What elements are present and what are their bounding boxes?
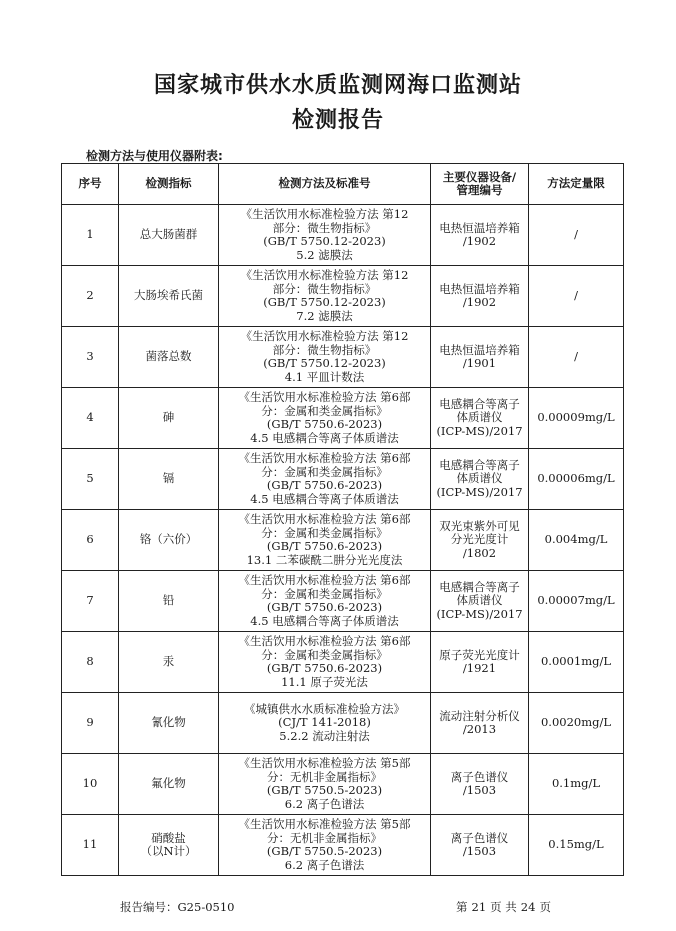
cell-instrument-line: 电感耦合等离子 [439,396,520,411]
cell-limit: 0.1mg/L [529,754,624,815]
cell-limit: 0.0001mg/L [529,632,624,693]
report-number: 报告编号：G25-0510 [120,900,235,914]
cell-method-line: 11.1 原子荧光法 [281,674,368,689]
cell-instrument-line: 双光束紫外可见 [439,518,520,533]
table-caption: 检测方法与使用仪器附表: [86,149,223,163]
cell-instrument [431,693,529,754]
table-header-row [62,164,624,205]
cell-method-line: 《生活饮用水标准检验方法 第5部 [238,817,411,831]
cell-limit: / [529,327,624,388]
cell-method-line: (CJ/T 141-2018) [278,715,371,730]
cell-instrument-line: 电热恒温培养箱 [439,220,520,235]
table-row [62,693,624,754]
cell-method-line: 分：无机非金属指标》 [267,830,382,845]
cell-no: 10 [62,754,119,815]
cell-indicator-line: 总大肠菌群 [139,227,198,242]
cell-method [219,266,431,327]
cell-method-line: (GB/T 5750.6-2023) [266,417,383,431]
cell-no: 9 [62,693,119,754]
cell-method-line: (GB/T 5750.5-2023) [266,783,383,797]
cell-no: 5 [62,449,119,510]
cell-instrument-line: /1802 [462,545,497,560]
cell-method-line: 部分：微生物指标》 [272,281,377,296]
cell-instrument-line: /1921 [462,661,497,675]
cell-instrument-line: (ICP-MS)/2017 [436,606,523,621]
cell-method-line: (GB/T 5750.6-2023) [266,478,383,492]
cell-method-line: 部分：微生物指标》 [272,220,377,235]
table-body [62,205,624,876]
cell-instrument [431,388,529,449]
cell-no: 11 [62,815,119,876]
cell-method [219,327,431,388]
col-header-limit: 方法定量限 [529,164,624,205]
cell-instrument-line: 流动注射分析仪 [439,708,520,723]
cell-instrument [431,632,529,693]
table-row [62,632,624,693]
cell-method-line: (GB/T 5750.6-2023) [266,539,383,553]
cell-instrument-line: 体质谱仪 [456,410,503,425]
cell-method-line: 《城镇供水水质标准检验方法》 [244,701,405,716]
cell-indicator [119,388,219,449]
cell-limit: 0.15mg/L [529,815,624,876]
cell-indicator [119,815,219,876]
table-row [62,205,624,266]
page-suffix: 页 [539,900,551,914]
cell-method-line: 《生活饮用水标准检验方法 第12 [240,207,409,221]
cell-method-line: 部分：微生物指标》 [272,342,377,357]
cell-method-line: (GB/T 5750.12-2023) [263,295,386,309]
cell-instrument-line: /2013 [462,722,497,736]
cell-limit: / [529,205,624,266]
cell-instrument-line: 体质谱仪 [456,471,503,486]
cell-method [219,449,431,510]
cell-limit: 0.004mg/L [529,510,624,571]
cell-instrument-line: (ICP-MS)/2017 [436,484,523,499]
cell-instrument-line: 电热恒温培养箱 [439,281,520,296]
cell-limit: / [529,266,624,327]
cell-no: 8 [62,632,119,693]
cell-indicator-line: 氰化物 [151,715,186,730]
cell-no: 4 [62,388,119,449]
cell-no: 1 [62,205,119,266]
cell-method-line: 分：无机非金属指标》 [267,769,382,784]
cell-indicator [119,693,219,754]
cell-instrument-line: 分光光度计 [450,532,509,547]
cell-method-line: 分：金属和类金属指标》 [261,525,388,540]
cell-indicator-line: 大肠埃希氏菌 [134,288,203,303]
cell-method-line: 《生活饮用水标准检验方法 第12 [240,329,409,343]
cell-limit: 0.00006mg/L [529,449,624,510]
cell-method [219,205,431,266]
cell-instrument-line: 电感耦合等离子 [439,579,520,594]
cell-method [219,754,431,815]
cell-indicator-line: 砷 [162,410,175,425]
cell-indicator [119,205,219,266]
page-prefix: 第 [456,900,468,914]
cell-method-line: 分：金属和类金属指标》 [261,586,388,601]
cell-method-line: 《生活饮用水标准检验方法 第6部 [238,512,411,526]
cell-no: 7 [62,571,119,632]
cell-method-line: 4.1 平皿计数法 [284,369,365,384]
table-row [62,449,624,510]
cell-instrument [431,571,529,632]
cell-indicator-line: 铬（六价） [139,532,198,547]
cell-method-line: 《生活饮用水标准检验方法 第6部 [238,573,411,587]
cell-method-line: 4.5 电感耦合等离子体质谱法 [250,491,399,506]
cell-instrument [431,754,529,815]
cell-method-line: (GB/T 5750.6-2023) [266,661,383,675]
col-header-instrument [431,164,529,205]
col-header-indicator: 检测指标 [119,164,219,205]
methods-table [61,163,624,876]
table-row [62,327,624,388]
page-number [456,899,551,915]
cell-method [219,571,431,632]
page-total: 24 [520,900,536,914]
cell-method-line: 《生活饮用水标准检验方法 第5部 [238,756,411,770]
cell-limit: 0.0020mg/L [529,693,624,754]
cell-instrument [431,327,529,388]
cell-indicator-line: 镉 [162,471,175,486]
cell-method [219,693,431,754]
cell-instrument-line: /1503 [462,783,497,797]
cell-method-line: 《生活饮用水标准检验方法 第6部 [238,390,411,404]
table-row [62,510,624,571]
cell-instrument [431,205,529,266]
cell-method-line: (GB/T 5750.12-2023) [263,234,386,248]
cell-method-line: 分：金属和类金属指标》 [261,403,388,418]
cell-instrument-line: /1902 [462,295,497,309]
cell-method-line: 分：金属和类金属指标》 [261,464,388,479]
cell-indicator-line: （以N计） [140,844,197,858]
cell-limit: 0.00009mg/L [529,388,624,449]
cell-method [219,388,431,449]
cell-method-line: (GB/T 5750.12-2023) [263,356,386,370]
cell-method-line: 13.1 二苯碳酰二肼分光光度法 [246,552,403,567]
cell-instrument [431,266,529,327]
cell-indicator [119,266,219,327]
cell-method-line: 6.2 离子色谱法 [284,796,365,811]
cell-indicator [119,327,219,388]
cell-instrument-line: /1503 [462,844,497,858]
cell-instrument-line: 电感耦合等离子 [439,457,520,472]
cell-method-line: 4.5 电感耦合等离子体质谱法 [250,430,399,445]
page-mid: 页 共 [490,900,517,914]
page-title: 国家城市供水水质监测网海口监测站 [153,73,522,98]
table-row [62,754,624,815]
cell-method-line: 《生活饮用水标准检验方法 第6部 [238,451,411,465]
cell-method-line: 7.2 滤膜法 [296,308,353,323]
cell-method-line: 5.2 滤膜法 [296,247,353,262]
cell-method-line: 《生活饮用水标准检验方法 第12 [240,268,409,282]
cell-method [219,632,431,693]
cell-instrument-line: /1901 [462,356,497,370]
cell-method-line: 《生活饮用水标准检验方法 第6部 [238,634,411,648]
cell-indicator-line: 菌落总数 [145,349,192,364]
cell-method-line: (GB/T 5750.6-2023) [266,600,383,614]
cell-indicator-line: 氟化物 [151,776,186,791]
cell-method-line: (GB/T 5750.5-2023) [266,844,383,858]
cell-method-line: 6.2 离子色谱法 [284,857,365,872]
cell-no: 6 [62,510,119,571]
col-header-no: 序号 [62,164,119,205]
cell-method-line: 5.2.2 流动注射法 [279,728,370,743]
cell-indicator-line: 汞 [162,654,175,669]
table-row [62,388,624,449]
cell-indicator [119,632,219,693]
cell-instrument [431,815,529,876]
cell-no: 3 [62,327,119,388]
col-header-method: 检测方法及标准号 [219,164,431,205]
cell-method-line: 分：金属和类金属指标》 [261,647,388,662]
col-header-instrument-line1: 主要仪器设备/ [442,169,517,184]
cell-instrument-line: 电热恒温培养箱 [439,342,520,357]
page-subtitle: 检测报告 [291,108,384,133]
cell-limit: 0.00007mg/L [529,571,624,632]
cell-instrument-line: 体质谱仪 [456,593,503,608]
cell-instrument-line: (ICP-MS)/2017 [436,423,523,438]
cell-method-line: 4.5 电感耦合等离子体质谱法 [250,613,399,628]
cell-instrument-line: 原子荧光光度计 [439,647,520,662]
cell-indicator-line: 铅 [162,593,175,608]
table-row [62,571,624,632]
cell-no: 2 [62,266,119,327]
cell-indicator [119,754,219,815]
cell-method [219,510,431,571]
cell-instrument [431,510,529,571]
cell-instrument-line: 离子色谱仪 [450,830,509,845]
table-row [62,266,624,327]
cell-instrument [431,449,529,510]
cell-method [219,815,431,876]
table-row [62,815,624,876]
page-current: 21 [471,900,487,914]
col-header-instrument-line2: 管理编号 [456,183,503,197]
cell-indicator-line: 硝酸盐 [151,830,186,845]
cell-instrument-line: 离子色谱仪 [450,769,509,784]
cell-indicator [119,449,219,510]
cell-indicator [119,510,219,571]
cell-indicator [119,571,219,632]
cell-instrument-line: /1902 [462,234,497,248]
